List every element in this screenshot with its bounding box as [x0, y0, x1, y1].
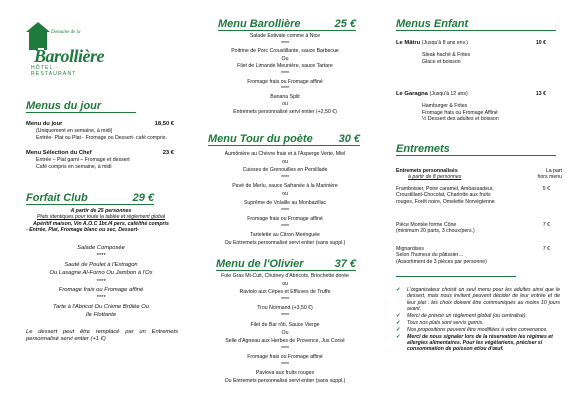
poete-title-text: Menu Tour du poète — [208, 133, 313, 145]
note-item — [396, 320, 560, 327]
menu-chef-desc2: Café compris en semaine, à midi — [36, 163, 112, 170]
olivier-title-text: Menu de l'Olivier — [216, 258, 304, 270]
right-column — [382, 0, 568, 400]
barolliere-title-text: Menu Barollière — [218, 18, 301, 30]
notes-list — [396, 287, 560, 353]
note-item — [396, 334, 560, 353]
barolliere-item: Fromage frais ou Fromage affiné — [247, 78, 323, 85]
menu-du-jour-desc: Entrée- Plat ou Plat - Fromage ou Dessert- café compris. — [36, 134, 167, 141]
forfait-item: Fromage frais ou Fromage affiné — [58, 287, 144, 294]
barolliere-item: Salade Estivale comme à Nice — [249, 33, 321, 39]
checkmark-icon: ✔ — [396, 326, 401, 333]
menu-chef-block — [26, 150, 174, 170]
barolliere-items — [190, 33, 380, 117]
note-text: Merci de nous signaler lors de la réservation les régimes et allergies alimentaires. Pour les végétariens, préciser si consommation de poisson et/ou d'œuf. — [407, 333, 553, 353]
olivier-title — [216, 258, 356, 271]
barolliere-item: **** — [280, 70, 290, 77]
forfait-price: 29 € — [132, 192, 154, 204]
olivier-items — [190, 272, 380, 385]
matru-name: Le Mâtru — [396, 40, 421, 46]
barolliere-logo — [26, 22, 104, 77]
poete-item: **** — [280, 207, 290, 214]
mignardises-line: Mignardises — [396, 246, 424, 252]
poete-items — [190, 150, 380, 247]
forfait-line1: Plats identiques pour toute la tablée et règlement global — [36, 214, 166, 221]
barolliere-item: Entremets personnalisé servi entier (+2,50 €) — [233, 108, 337, 115]
entremets-items-block — [396, 186, 550, 205]
mignardises-block — [396, 246, 550, 265]
poete-item: Aumônière au Chèvre frais et à l'Asperge Verte, Miel — [224, 151, 346, 157]
garagna-line2: Fromage frais ou Fromage Affiné — [422, 109, 498, 116]
poete-item: ou — [282, 191, 288, 198]
entremets-title: Entremets — [396, 143, 556, 156]
olivier-item: Ou — [281, 329, 289, 336]
poete-item: **** — [280, 175, 290, 182]
barolliere-item: Filet de Limande Meunière, sauce Tartare — [237, 63, 333, 70]
barolliere-item: **** — [280, 86, 290, 93]
poete-item: **** — [280, 223, 290, 230]
note-item — [396, 313, 560, 320]
menus-du-jour-title: Menus du jour — [26, 100, 136, 113]
forfait-footer: Le dessert peut être remplacé par un Entremets personnalisé servi entier (+1 €) — [26, 329, 178, 343]
garagna-line1: Hamburger & Frites — [422, 103, 468, 110]
forfait-item: Ile Flottante — [85, 312, 117, 319]
entremets-head — [396, 168, 562, 181]
garagna-name: Le Garagna — [396, 91, 428, 97]
garagna-line3: ½ Dessert des adultes et boisson — [422, 116, 499, 123]
poete-item: Tartelette au Citron Meringuée — [250, 231, 320, 238]
menu-du-jour-name: Menu du jour — [26, 121, 63, 127]
entremets-item-line: Croustillant-Chocolat, Charlotte aux fruits — [396, 192, 491, 199]
forfait-item: Ou Lasagne Al-Forno Ou Jambon à l'Os — [49, 270, 153, 277]
entremets-item-line: rouges, Forêt noire, Omelette Norvégienne — [396, 198, 495, 205]
note-text: Merci de prévoir un règlement global (ou centralisé). — [407, 312, 527, 319]
checkmark-icon: ✔ — [396, 312, 401, 319]
matru-line1: Steak haché & Frites — [422, 52, 471, 59]
mignardises-line: Selon l'humeur du pâtissier… — [396, 252, 464, 259]
piece-montee-line: (minimum 20 parts, 3 choux/pers.) — [396, 228, 475, 235]
forfait-item: Tarte à l'Abricot Ou Crème Brûlée Ou — [53, 303, 149, 310]
entremets-divider — [396, 276, 516, 277]
olivier-item: **** — [280, 313, 290, 320]
piece-montee-block — [396, 222, 550, 235]
note-text: Nos propositions peuvent être modifiées à votre convenance. — [407, 326, 548, 333]
poete-item: Cuisses de Grenouilles en Persillade — [242, 167, 328, 174]
olivier-item: Filet de Bar rôti, Sauce Vierge — [250, 321, 320, 328]
barolliere-item: Ou — [281, 55, 289, 62]
note-text: L'organisateur choisit un seul menu pour les adultes ainsi que le dessert, mais nous invitent peuvent décider de leur entrée et de leur plat : les choix doivent être communiqués au moins 10 jours avant. — [407, 287, 560, 313]
mignardises-line: (Assortiment de 3 pièces par personne) — [396, 258, 487, 265]
forfait-item: Salade Composée — [77, 245, 125, 251]
barolliere-item: ou — [282, 101, 288, 108]
poete-price: 30 € — [338, 133, 360, 145]
olivier-item: **** — [280, 362, 290, 369]
barolliere-item: Poitrine de Porc Croustillante, sauce Barbecue — [231, 48, 339, 55]
poete-item: Fromage frais ou Fromage affiné — [247, 215, 323, 222]
matru-price: 10 € — [535, 40, 546, 46]
left-column — [0, 0, 184, 400]
forfait-title — [26, 192, 154, 205]
piece-montee-line: Pièce Montée forme Cône — [396, 222, 457, 228]
olivier-price: 37 € — [334, 258, 356, 270]
matru-line2: Glace et boisson — [422, 58, 461, 65]
entremets-head-label: Entremets personnalisés — [396, 168, 458, 174]
menu-du-jour-note: (Uniquement en semaine, à midi) — [36, 128, 113, 135]
olivier-item: Selle d'Agneau aux Herbes de Provence, Jus Corsé — [225, 337, 345, 344]
menu-chef-price: 23 € — [162, 150, 174, 156]
olivier-item: Ou Entremets personnalisé servi entier (sans suppl.) — [224, 378, 346, 385]
olivier-item: Fromage frais ou Fromage affiné — [247, 353, 323, 360]
barolliere-price: 25 € — [334, 18, 356, 30]
forfait-item: **** — [96, 295, 106, 302]
poete-item: Pavé de Merlu, sauce Safranée à la Marinière — [232, 183, 338, 190]
olivier-item: **** — [280, 297, 290, 304]
forfait-item: Sauté de Poulet à l'Estragon — [64, 261, 138, 268]
piece-montee-price: 7 € — [542, 222, 550, 228]
barolliere-item: Banana Split — [270, 93, 300, 100]
barolliere-title — [218, 18, 356, 31]
mignardises-price: 7 € — [542, 246, 550, 252]
note-text: Tous nos plats sont servis garnis. — [407, 319, 484, 326]
forfait-subtitle: A partir de 25 personnes — [70, 208, 132, 214]
middle-column — [190, 0, 380, 400]
olivier-item: **** — [280, 345, 290, 352]
poete-item: Suprême de Volaille au Monbazillac — [243, 199, 327, 206]
logo-name: Barollière — [34, 46, 104, 66]
checkmark-icon: ✔ — [396, 319, 401, 326]
menu-chef-name: Menu Sélection du Chef — [26, 150, 92, 156]
entremets-head-col2: hors menu — [537, 174, 562, 181]
poete-item: Ou Entremets personnalisé servi entier (sans suppl.) — [224, 240, 346, 247]
olivier-item: Raviolo aux Cèpes et Effluves de Truffe — [239, 289, 331, 296]
note-item — [396, 287, 560, 313]
menu-du-jour-block — [26, 121, 174, 141]
forfait-body — [26, 208, 176, 234]
entremets-item-line: Framboisier, Poire caramel, Ambassadeur, — [396, 186, 494, 192]
entremets-head-col: La part — [545, 168, 562, 174]
forfait-items — [26, 244, 176, 320]
olivier-item: ou — [282, 281, 288, 288]
forfait-line3: - Entrée, Plat, Fromage blanc ou sec, Dessert- — [26, 227, 140, 234]
entremets-items-price: 5 € — [542, 186, 550, 192]
olivier-item: Foie Gras Mi-Cuit, Chutney d'Abricots, Briochette dorée — [221, 273, 349, 279]
garagna-block — [396, 91, 546, 123]
matru-block — [396, 40, 546, 65]
poete-title — [208, 133, 360, 146]
matru-note: (Jusqu'à 8 ans env.) — [421, 40, 468, 46]
poete-item: ou — [282, 159, 288, 166]
enfant-title: Menus Enfant — [396, 18, 556, 31]
checkmark-icon: ✔ — [396, 333, 401, 340]
olivier-item: Trou Normand (+3,50 €) — [257, 305, 313, 312]
logo-subtitle: HÔTEL · RESTAURANT — [31, 65, 77, 77]
forfait-item: **** — [96, 278, 106, 285]
garagna-note: (Jusqu'à 12 ans) — [429, 91, 468, 97]
checkmark-icon: ✔ — [396, 287, 401, 293]
garagna-price: 13 € — [535, 91, 546, 97]
olivier-item: Pavlova aux fruits rouges — [255, 370, 315, 377]
entremets-head-sub: à partir de 8 personnes — [408, 174, 462, 181]
house-icon — [26, 22, 50, 32]
menu-du-jour-price: 18,50 € — [154, 121, 174, 127]
forfait-line2: Apéritif maison, Vin A.O.C 1bt./4 pers, café/thé compris — [33, 220, 169, 227]
note-item — [396, 327, 560, 334]
barolliere-item: **** — [280, 40, 290, 47]
forfait-item: **** — [96, 253, 106, 260]
menu-chef-desc1: Entrée – Plat garni – Fromage et dessert — [36, 157, 130, 164]
forfait-title-text: Forfait Club — [26, 192, 88, 204]
logo-pre: Domaine de la — [51, 30, 81, 35]
